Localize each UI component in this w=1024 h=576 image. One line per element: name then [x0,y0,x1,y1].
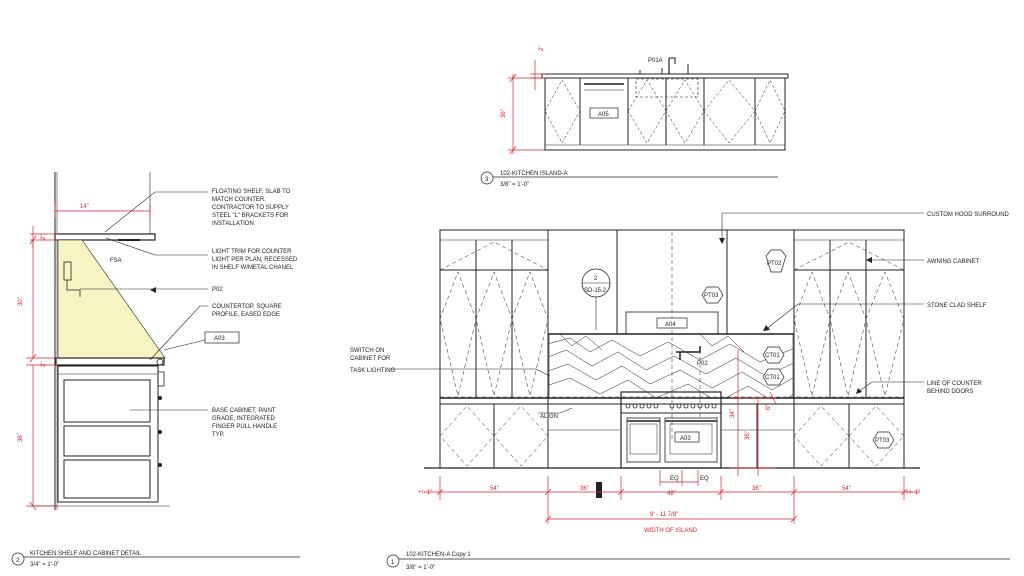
svg-text:SD-15.2: SD-15.2 [584,288,607,294]
svg-text:INSTALLATION: INSTALLATION [212,221,254,227]
svg-text:IN SHELF W/METAL CHANEL: IN SHELF W/METAL CHANEL [212,265,294,271]
note-line-counter [927,381,982,395]
dim-island-2: 2" [539,45,545,51]
note-floating-shelf [212,189,291,227]
note-countertop [212,304,282,318]
island-elevation [542,58,788,150]
title-detail-2 [12,551,300,568]
svg-text:3/4" = 1'-0": 3/4" = 1'-0" [30,562,60,568]
title-detail-1 [387,552,1010,571]
svg-text:PT03: PT03 [875,438,890,444]
svg-text:A04: A04 [665,322,676,328]
arrow-awning [866,257,872,263]
note-stone-shelf: STONE CLAD SHELF [927,303,987,309]
svg-text:P02: P02 [697,361,708,367]
dim-seg-54-left: 54" [490,486,499,492]
dim-main-36v: 36" [745,431,751,440]
note-awning: AWNING CABINET [927,259,980,265]
svg-text:STEEL "L" BRACKETS FOR: STEEL "L" BRACKETS FOR [212,213,289,219]
svg-text:2: 2 [16,558,20,564]
dim-shelf-36: 36" [18,433,24,442]
dim-main-34v: 34" [730,409,736,418]
island-dimensions [508,60,545,154]
svg-text:KITCHEN SHELF AND CABINET DETA: KITCHEN SHELF AND CABINET DETAIL [30,551,142,557]
svg-text:A03: A03 [680,436,691,442]
svg-text:COUNTERTOP, SQUARE: COUNTERTOP, SQUARE [212,304,282,310]
svg-text:FINGER PULL HANDLE: FINGER PULL HANDLE [212,424,278,430]
leader-arrow [150,287,156,293]
svg-text:2: 2 [594,276,598,282]
island-door-diamonds [545,80,785,143]
svg-text:FLOATING SHELF, SLAB TO: FLOATING SHELF, SLAB TO [212,189,291,195]
tag-p01a-label: P01A [648,58,663,64]
fsa-label: FSA [110,258,122,264]
svg-text:CT01: CT01 [765,375,780,381]
stone-veining [540,334,800,404]
tag-ct01-a [763,347,784,363]
svg-text:102-KITCHEN ISLAND-A: 102-KITCHEN ISLAND-A [500,171,568,177]
dim-seg-36-right: 36" [752,486,761,492]
dim-shelf-2b: 2" [41,361,47,367]
svg-text:MATCH COUNTER,: MATCH COUNTER, [212,197,266,203]
tag-a04 [657,318,687,328]
arrow-hood [719,238,725,244]
dim-plus-minus-right: +/- 1" [906,490,921,496]
dim-seg-54-right: 54" [842,486,851,492]
dim-width-island: WIDTH OF ISLAND [644,528,698,534]
tag-ct01-b [763,369,784,385]
svg-text:LIGHT TRIM FOR COUNTER: LIGHT TRIM FOR COUNTER [212,249,292,255]
svg-text:3/8" = 1'-0": 3/8" = 1'-0" [500,182,530,188]
note-light-trim [212,249,298,271]
svg-text:BASE CABINET, PAINT: BASE CABINET, PAINT [212,408,276,414]
dim-shelf-2: 2" [41,234,47,240]
dim-shelf-30: 30" [18,297,24,306]
dim-main-6: 6" [766,404,772,410]
tag-a03-label: A03 [214,336,225,342]
arrow-counter [856,388,862,394]
note-switch [350,348,396,374]
note-custom-hood: CUSTOM HOOD SURROUND [927,212,1009,218]
note-base-cabinet [212,408,277,438]
dim-seg-36-left: 36" [580,486,589,492]
tag-a03 [675,432,699,442]
range-knobs [626,404,716,408]
main-elevation [424,230,920,468]
svg-text:PT02: PT02 [767,261,782,267]
dim-island-36: 36" [501,109,507,118]
svg-text:CONTRACTOR TO SUPPLY: CONTRACTOR TO SUPPLY [212,205,289,211]
title-detail-3 [481,171,778,188]
svg-text:BEHIND DOORS: BEHIND DOORS [927,389,974,395]
svg-text:SWITCH ON: SWITCH ON [350,348,385,354]
svg-text:PROFILE, EASED EDGE: PROFILE, EASED EDGE [212,312,281,318]
tag-a05-label: A05 [598,112,609,118]
svg-text:3/8" = 1'-0": 3/8" = 1'-0" [406,565,436,571]
shelf-cabinet-section [30,172,170,510]
dim-eq-1: EQ [670,476,679,482]
svg-text:TYP.: TYP. [212,432,225,438]
svg-text:CABINET FOR: CABINET FOR [350,356,391,362]
svg-text:TASK LIGHTING: TASK LIGHTING [350,368,396,374]
note-align: ALIGN [540,414,559,420]
note-p02: P02 [212,287,223,293]
svg-text:PT03: PT03 [704,293,719,299]
svg-text:CT01: CT01 [765,353,780,359]
dim-eq-2: EQ [700,476,709,482]
svg-text:GRADE, INTEGRATED: GRADE, INTEGRATED [212,416,275,422]
dim-plus-minus-left: +/- 1" [418,490,433,496]
dim-seg-48: 48" [667,491,676,497]
tag-pt03-a [702,287,723,303]
svg-text:LIGHT PER PLAN, RECESSED: LIGHT PER PLAN, RECESSED [212,257,298,263]
arrow-shelf [763,325,770,331]
svg-text:LINE OF COUNTER: LINE OF COUNTER [927,381,982,387]
main-leaders [390,213,924,413]
dim-total: 9' - 11 7/8" [650,512,679,518]
dim-shelf-14: 14" [80,204,89,210]
tag-pt03-b [873,432,894,448]
svg-text:3: 3 [485,177,489,183]
svg-text:102-KITCHEN-A Copy 1: 102-KITCHEN-A Copy 1 [406,552,471,558]
section-marker [582,269,610,330]
door-swing-diamonds [440,232,904,466]
svg-text:1: 1 [391,560,395,566]
tag-pt02 [766,250,786,272]
outlet-marker [596,482,602,498]
